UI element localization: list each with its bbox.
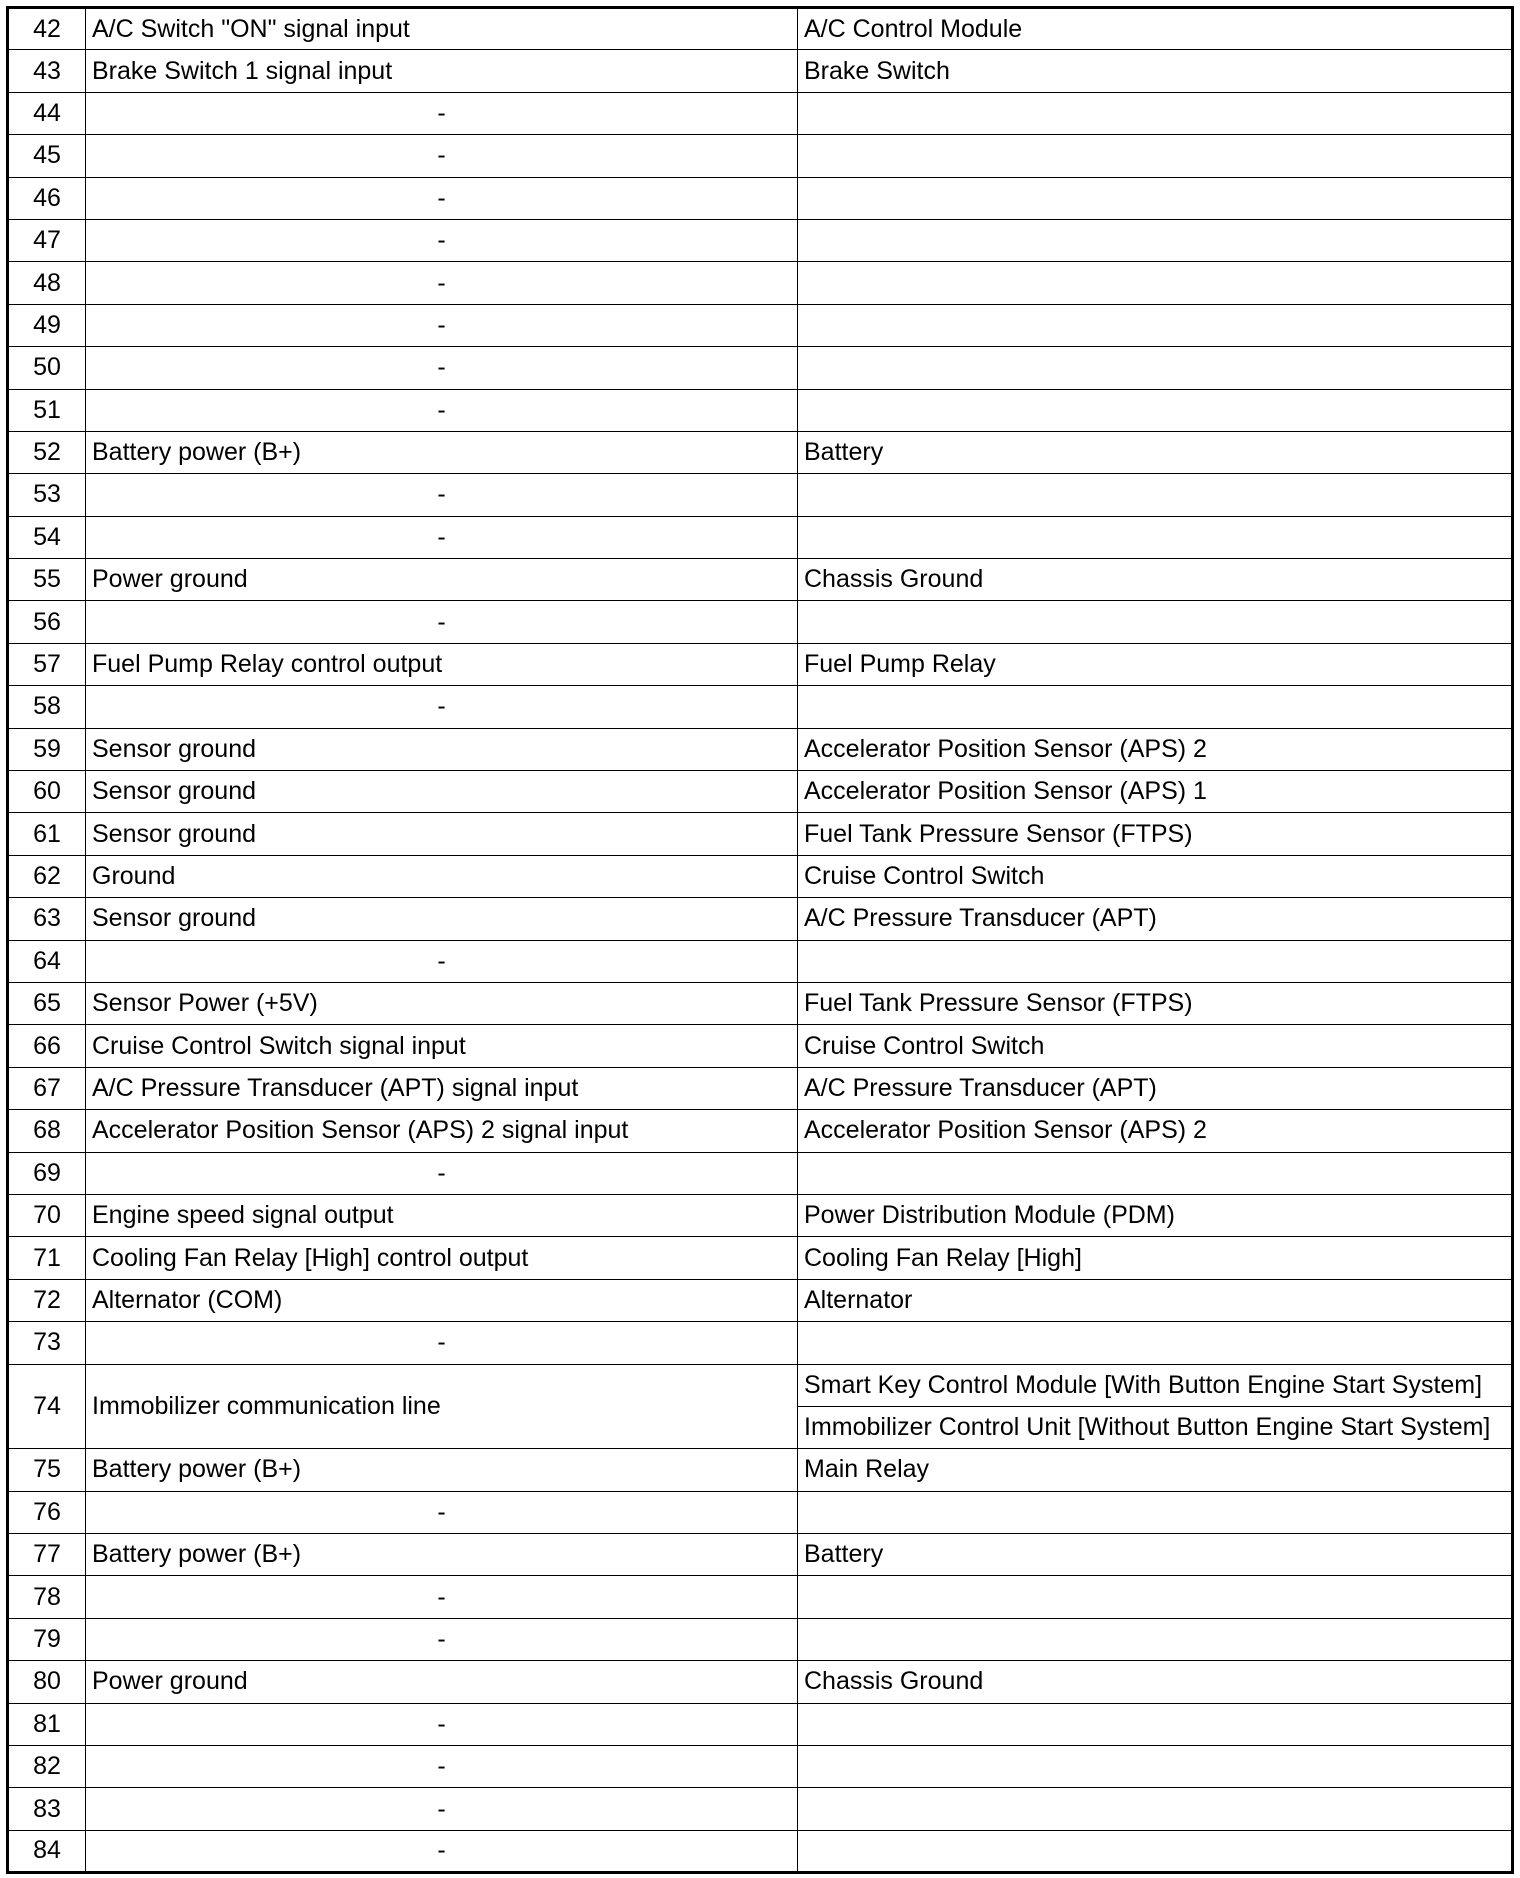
connected-component-cell: Immobilizer Control Unit [Without Button Engine Start System] (798, 1406, 1513, 1448)
connected-component-cell (798, 177, 1513, 219)
pin-description-cell: - (86, 219, 798, 261)
connected-component-cell (798, 1322, 1513, 1364)
pin-number-cell: 64 (8, 940, 86, 982)
connected-component-cell: Fuel Tank Pressure Sensor (FTPS) (798, 813, 1513, 855)
pin-table-body (8, 8, 1513, 1873)
connected-component-cell (798, 1788, 1513, 1830)
pin-number-cell: 77 (8, 1534, 86, 1576)
connected-component-cell (798, 1491, 1513, 1533)
connected-component-cell (798, 516, 1513, 558)
connected-component-cell (798, 601, 1513, 643)
table-row (8, 8, 1513, 50)
pin-description-cell: - (86, 262, 798, 304)
pin-description-cell: - (86, 1703, 798, 1745)
pin-description-cell: A/C Pressure Transducer (APT) signal input (86, 1067, 798, 1109)
connected-component-cell: A/C Pressure Transducer (APT) (798, 1067, 1513, 1109)
connected-component-cell: Smart Key Control Module [With Button Engine Start System] (798, 1364, 1513, 1406)
connected-component-cell (798, 686, 1513, 728)
pin-description-cell: Ground (86, 855, 798, 897)
pin-number-cell: 81 (8, 1703, 86, 1745)
table-row (8, 601, 1513, 643)
table-row (8, 771, 1513, 813)
pin-description-cell: - (86, 1788, 798, 1830)
pin-description-cell: Sensor ground (86, 813, 798, 855)
connected-component-cell (798, 92, 1513, 134)
connected-component-cell: Accelerator Position Sensor (APS) 2 (798, 1110, 1513, 1152)
pin-number-cell: 61 (8, 813, 86, 855)
connected-component-cell (798, 262, 1513, 304)
pin-description-cell: Sensor ground (86, 728, 798, 770)
connected-component-cell: Battery (798, 1534, 1513, 1576)
table-row (8, 1152, 1513, 1194)
connected-component-cell: Main Relay (798, 1449, 1513, 1491)
pin-description-cell: Cooling Fan Relay [High] control output (86, 1237, 798, 1279)
pin-description-cell: Sensor ground (86, 898, 798, 940)
table-row (8, 1830, 1513, 1872)
pin-number-cell: 55 (8, 559, 86, 601)
pin-number-cell: 75 (8, 1449, 86, 1491)
pin-number-cell: 84 (8, 1830, 86, 1872)
pin-number-cell: 44 (8, 92, 86, 134)
connected-component-cell (798, 1618, 1513, 1660)
table-row (8, 1025, 1513, 1067)
table-row (8, 1576, 1513, 1618)
pin-number-cell: 54 (8, 516, 86, 558)
pin-number-cell: 76 (8, 1491, 86, 1533)
pin-description-cell: - (86, 135, 798, 177)
table-row (8, 1703, 1513, 1745)
connected-component-cell: Fuel Pump Relay (798, 643, 1513, 685)
connected-component-cell (798, 1703, 1513, 1745)
pin-number-cell: 83 (8, 1788, 86, 1830)
connected-component-cell: Battery (798, 431, 1513, 473)
pin-description-cell: Sensor Power (+5V) (86, 982, 798, 1024)
pin-description-cell: Engine speed signal output (86, 1194, 798, 1236)
pin-description-cell: Battery power (B+) (86, 1449, 798, 1491)
connected-component-cell: Cooling Fan Relay [High] (798, 1237, 1513, 1279)
pin-description-cell: Sensor ground (86, 771, 798, 813)
table-row (8, 1746, 1513, 1788)
table-row (8, 516, 1513, 558)
pin-number-cell: 45 (8, 135, 86, 177)
table-row (8, 1661, 1513, 1703)
table-row (8, 1237, 1513, 1279)
table-row (8, 1491, 1513, 1533)
table-row (8, 982, 1513, 1024)
table-row (8, 304, 1513, 346)
pin-description-table (6, 6, 1514, 1874)
connected-component-cell: Power Distribution Module (PDM) (798, 1194, 1513, 1236)
table-row (8, 1110, 1513, 1152)
pin-description-cell: - (86, 686, 798, 728)
pin-description-cell: Cruise Control Switch signal input (86, 1025, 798, 1067)
pin-number-cell: 46 (8, 177, 86, 219)
pin-description-cell: - (86, 92, 798, 134)
pin-description-cell: Alternator (COM) (86, 1279, 798, 1321)
table-row (8, 219, 1513, 261)
table-row (8, 262, 1513, 304)
table-row (8, 898, 1513, 940)
connected-component-cell: A/C Pressure Transducer (APT) (798, 898, 1513, 940)
pin-number-cell: 68 (8, 1110, 86, 1152)
pin-number-cell: 59 (8, 728, 86, 770)
pin-description-cell: - (86, 1576, 798, 1618)
connected-component-cell: Accelerator Position Sensor (APS) 1 (798, 771, 1513, 813)
pin-number-cell: 62 (8, 855, 86, 897)
pin-number-cell: 73 (8, 1322, 86, 1364)
pin-description-cell: Power ground (86, 1661, 798, 1703)
table-row (8, 728, 1513, 770)
pin-number-cell: 57 (8, 643, 86, 685)
pin-description-cell: - (86, 1322, 798, 1364)
pin-number-cell: 70 (8, 1194, 86, 1236)
table-row (8, 50, 1513, 92)
pin-description-cell: Battery power (B+) (86, 1534, 798, 1576)
table-row (8, 1279, 1513, 1321)
table-row (8, 1534, 1513, 1576)
pin-number-cell: 48 (8, 262, 86, 304)
connected-component-cell (798, 1576, 1513, 1618)
table-row (8, 855, 1513, 897)
pin-number-cell: 63 (8, 898, 86, 940)
table-row (8, 177, 1513, 219)
table-row (8, 559, 1513, 601)
table-row (8, 1618, 1513, 1660)
pin-number-cell: 49 (8, 304, 86, 346)
pin-number-cell: 50 (8, 347, 86, 389)
pin-number-cell: 60 (8, 771, 86, 813)
pin-number-cell: 80 (8, 1661, 86, 1703)
table-row (8, 1322, 1513, 1364)
pin-number-cell: 71 (8, 1237, 86, 1279)
pin-number-cell: 43 (8, 50, 86, 92)
pin-description-cell: - (86, 347, 798, 389)
pin-description-cell: - (86, 601, 798, 643)
pin-description-cell: A/C Switch "ON" signal input (86, 8, 798, 50)
pin-description-cell: Brake Switch 1 signal input (86, 50, 798, 92)
table-row (8, 1067, 1513, 1109)
pin-number-cell: 53 (8, 474, 86, 516)
pin-description-cell: Battery power (B+) (86, 431, 798, 473)
pin-description-cell: - (86, 389, 798, 431)
pin-number-cell: 65 (8, 982, 86, 1024)
connected-component-cell (798, 219, 1513, 261)
table-row (8, 643, 1513, 685)
pin-description-cell: - (86, 304, 798, 346)
table-row (8, 1364, 1513, 1406)
pin-description-cell: Accelerator Position Sensor (APS) 2 signal input (86, 1110, 798, 1152)
connected-component-cell (798, 474, 1513, 516)
connected-component-cell (798, 135, 1513, 177)
connected-component-cell: Brake Switch (798, 50, 1513, 92)
table-row (8, 347, 1513, 389)
pin-number-cell: 52 (8, 431, 86, 473)
table-row (8, 813, 1513, 855)
connected-component-cell (798, 1746, 1513, 1788)
pin-description-cell: - (86, 474, 798, 516)
table-row (8, 1788, 1513, 1830)
pin-number-cell: 66 (8, 1025, 86, 1067)
pin-description-cell: Power ground (86, 559, 798, 601)
pin-number-cell: 51 (8, 389, 86, 431)
pin-number-cell: 56 (8, 601, 86, 643)
connected-component-cell: Accelerator Position Sensor (APS) 2 (798, 728, 1513, 770)
pin-number-cell: 69 (8, 1152, 86, 1194)
table-row (8, 686, 1513, 728)
table-row (8, 940, 1513, 982)
pin-description-cell: - (86, 1491, 798, 1533)
table-row (8, 474, 1513, 516)
connected-component-cell (798, 1830, 1513, 1872)
table-row (8, 135, 1513, 177)
connected-component-cell (798, 347, 1513, 389)
table-row (8, 1449, 1513, 1491)
connected-component-cell: Cruise Control Switch (798, 1025, 1513, 1067)
pin-number-cell: 47 (8, 219, 86, 261)
connected-component-cell (798, 389, 1513, 431)
pin-description-cell: Fuel Pump Relay control output (86, 643, 798, 685)
table-row (8, 92, 1513, 134)
pin-number-cell: 79 (8, 1618, 86, 1660)
pin-number-cell: 58 (8, 686, 86, 728)
pin-number-cell: 67 (8, 1067, 86, 1109)
connected-component-cell: Cruise Control Switch (798, 855, 1513, 897)
table-row (8, 431, 1513, 473)
pin-description-cell: - (86, 516, 798, 558)
connected-component-cell: A/C Control Module (798, 8, 1513, 50)
connected-component-cell: Chassis Ground (798, 559, 1513, 601)
connected-component-cell: Alternator (798, 1279, 1513, 1321)
table-row (8, 389, 1513, 431)
pin-description-cell: - (86, 1746, 798, 1788)
connected-component-cell (798, 940, 1513, 982)
pin-description-cell: - (86, 940, 798, 982)
pin-number-cell: 72 (8, 1279, 86, 1321)
pin-number-cell: 82 (8, 1746, 86, 1788)
pin-description-cell: - (86, 1618, 798, 1660)
connected-component-cell: Chassis Ground (798, 1661, 1513, 1703)
pin-number-cell: 74 (8, 1364, 86, 1449)
connected-component-cell (798, 304, 1513, 346)
table-row (8, 1194, 1513, 1236)
connected-component-cell: Fuel Tank Pressure Sensor (FTPS) (798, 982, 1513, 1024)
pin-description-cell: - (86, 1830, 798, 1872)
pin-description-cell: - (86, 1152, 798, 1194)
pin-number-cell: 42 (8, 8, 86, 50)
pin-description-cell: - (86, 177, 798, 219)
pin-number-cell: 78 (8, 1576, 86, 1618)
pin-description-cell: Immobilizer communication line (86, 1364, 798, 1449)
connected-component-cell (798, 1152, 1513, 1194)
